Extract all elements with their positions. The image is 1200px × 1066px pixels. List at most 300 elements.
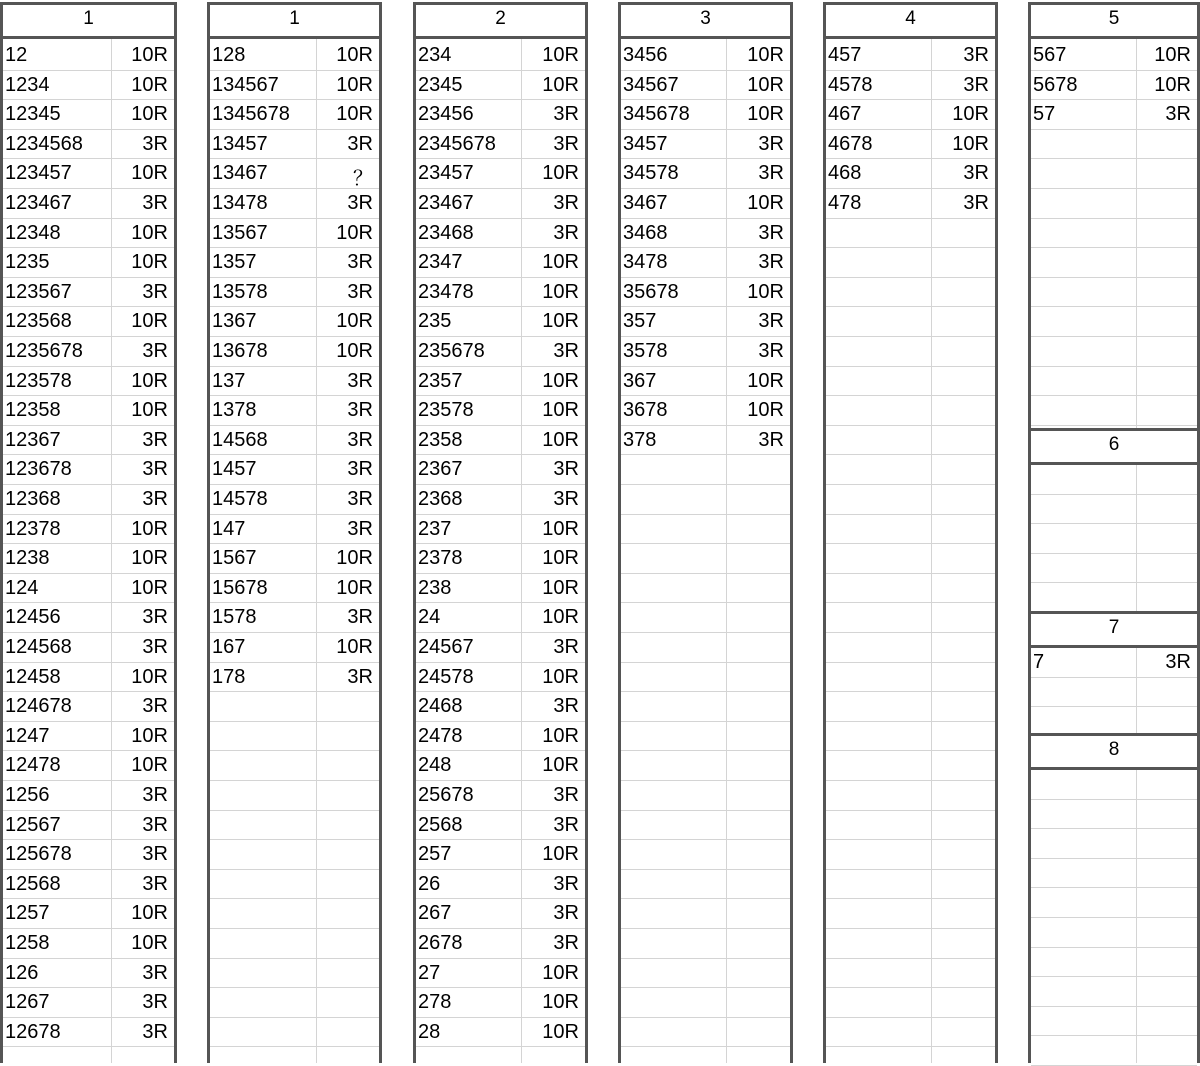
result-cell: 10R bbox=[336, 547, 373, 570]
combination-cell: 4578 bbox=[828, 73, 873, 96]
table-row bbox=[3, 485, 174, 515]
result-cell: 3R bbox=[347, 192, 373, 214]
result-cell: 10R bbox=[336, 636, 373, 658]
table-row bbox=[621, 485, 790, 515]
combination-cell: 12348 bbox=[5, 221, 61, 244]
table-row bbox=[1031, 859, 1197, 889]
table-row bbox=[621, 811, 790, 841]
column-panel-2 bbox=[207, 2, 382, 1063]
combination-cell: 178 bbox=[212, 665, 246, 688]
result-cell: 3R bbox=[142, 961, 168, 984]
table-row bbox=[210, 574, 379, 604]
combination-cell: 2378 bbox=[418, 547, 463, 570]
table-row bbox=[210, 396, 379, 426]
table-row bbox=[621, 840, 790, 870]
result-cell: 10R bbox=[542, 428, 579, 451]
combination-cell: 12456 bbox=[5, 606, 61, 629]
combination-cell: 238 bbox=[418, 576, 452, 599]
result-cell: 10R bbox=[336, 576, 373, 599]
combination-cell: 1235 bbox=[5, 251, 50, 274]
table-row bbox=[826, 248, 995, 278]
table-row bbox=[621, 663, 790, 693]
result-cell: 10R bbox=[542, 162, 579, 185]
table-row bbox=[416, 337, 585, 367]
table-row bbox=[1031, 888, 1197, 918]
table-row bbox=[416, 71, 585, 101]
result-cell: 10R bbox=[131, 576, 168, 599]
table-row bbox=[3, 781, 174, 811]
result-cell: 3R bbox=[142, 280, 168, 303]
table-row bbox=[416, 189, 585, 219]
table-row bbox=[1031, 770, 1197, 800]
table-row bbox=[826, 899, 995, 929]
table-row bbox=[3, 71, 174, 101]
result-cell: 10R bbox=[131, 44, 168, 66]
combination-cell: 567 bbox=[1033, 44, 1067, 66]
combination-cell: 23467 bbox=[418, 192, 474, 214]
combination-cell: 25678 bbox=[418, 784, 474, 806]
result-cell: 3R bbox=[553, 784, 579, 806]
table-row bbox=[416, 367, 585, 397]
combination-cell: 14578 bbox=[212, 488, 268, 510]
table-row bbox=[3, 603, 174, 633]
combination-cell: 24578 bbox=[418, 665, 474, 688]
table-row bbox=[3, 130, 174, 160]
table-row bbox=[826, 278, 995, 308]
result-cell: 10R bbox=[542, 517, 579, 540]
result-cell: 3R bbox=[347, 517, 373, 540]
table-row bbox=[826, 337, 995, 367]
combination-cell: 1234 bbox=[5, 73, 50, 96]
table-row bbox=[621, 367, 790, 397]
table-row bbox=[3, 367, 174, 397]
table-row bbox=[210, 781, 379, 811]
table-row bbox=[1031, 1036, 1197, 1066]
combination-cell: 457 bbox=[828, 44, 862, 66]
combination-cell: 123567 bbox=[5, 280, 72, 303]
table-row bbox=[621, 692, 790, 722]
table-row bbox=[621, 307, 790, 337]
column-panel-1 bbox=[0, 2, 177, 1063]
table-row bbox=[3, 219, 174, 249]
combination-cell: 1258 bbox=[5, 932, 50, 954]
table-row bbox=[416, 722, 585, 752]
table-row bbox=[416, 396, 585, 426]
combination-cell: 2568 bbox=[418, 813, 463, 836]
combination-cell: 12567 bbox=[5, 813, 61, 836]
result-cell: 3R bbox=[553, 813, 579, 836]
combination-cell: 3478 bbox=[623, 251, 668, 274]
combination-cell: 7 bbox=[1033, 651, 1045, 673]
result-cell: 10R bbox=[747, 280, 784, 303]
combination-cell: 234 bbox=[418, 44, 452, 66]
result-cell: 3R bbox=[758, 251, 784, 274]
result-cell: 10R bbox=[336, 44, 373, 66]
section-header: 6 bbox=[1031, 428, 1197, 465]
table-row bbox=[3, 811, 174, 841]
table-row bbox=[210, 41, 379, 71]
combination-cell: 12 bbox=[5, 44, 28, 66]
table-row bbox=[3, 100, 174, 130]
combination-cell: 2368 bbox=[418, 488, 463, 510]
combination-cell: 1267 bbox=[5, 991, 50, 1014]
combination-cell: 28 bbox=[418, 1020, 441, 1043]
table-row bbox=[826, 396, 995, 426]
table-row bbox=[826, 71, 995, 101]
combination-cell: 2358 bbox=[418, 428, 463, 451]
table-row bbox=[210, 722, 379, 752]
table-row bbox=[3, 899, 174, 929]
result-cell: 10R bbox=[542, 606, 579, 629]
column-panel-5 bbox=[823, 2, 998, 1063]
table-row bbox=[210, 692, 379, 722]
table-row bbox=[3, 426, 174, 456]
table-row bbox=[621, 722, 790, 752]
table-row bbox=[826, 219, 995, 249]
combination-cell: 13567 bbox=[212, 221, 268, 244]
table-row bbox=[210, 959, 379, 989]
combination-cell: 3678 bbox=[623, 399, 668, 422]
combination-cell: 235678 bbox=[418, 340, 485, 362]
combination-cell: 13578 bbox=[212, 280, 268, 303]
table-row bbox=[826, 159, 995, 189]
table-row bbox=[416, 811, 585, 841]
table-row bbox=[210, 929, 379, 959]
combination-cell: 2347 bbox=[418, 251, 463, 274]
result-cell: 10R bbox=[542, 1020, 579, 1043]
combination-cell: 3457 bbox=[623, 132, 668, 155]
result-cell: 10R bbox=[1154, 73, 1191, 96]
combination-cell: 1247 bbox=[5, 724, 50, 747]
table-row bbox=[826, 307, 995, 337]
combination-cell: 13467 bbox=[212, 162, 268, 185]
result-cell: 3R bbox=[142, 695, 168, 718]
combination-cell: 15678 bbox=[212, 576, 268, 599]
result-cell: 3R bbox=[347, 369, 373, 392]
table-row bbox=[826, 781, 995, 811]
combination-cell: 2367 bbox=[418, 458, 463, 481]
column-panel-3 bbox=[413, 2, 588, 1063]
table-row bbox=[1031, 189, 1197, 219]
combination-cell: 123578 bbox=[5, 369, 72, 392]
combination-cell: 2678 bbox=[418, 932, 463, 954]
table-row bbox=[621, 633, 790, 663]
table-row bbox=[210, 870, 379, 900]
table-row bbox=[416, 219, 585, 249]
table-row bbox=[416, 1018, 585, 1048]
result-cell: 10R bbox=[131, 310, 168, 333]
result-cell: 3R bbox=[758, 310, 784, 333]
result-cell: 10R bbox=[542, 399, 579, 422]
combination-cell: 23456 bbox=[418, 103, 474, 126]
combination-cell: 34567 bbox=[623, 73, 679, 96]
table-row bbox=[1031, 130, 1197, 160]
table-row bbox=[210, 248, 379, 278]
combination-cell: 1367 bbox=[212, 310, 257, 333]
combination-cell: 13457 bbox=[212, 132, 268, 155]
table-row bbox=[621, 71, 790, 101]
result-cell: 3R bbox=[347, 488, 373, 510]
table-row bbox=[1031, 396, 1197, 426]
result-cell: 3R bbox=[553, 221, 579, 244]
table-row bbox=[210, 899, 379, 929]
result-cell: 10R bbox=[131, 369, 168, 392]
result-cell: 3R bbox=[142, 1020, 168, 1043]
combination-cell: 124678 bbox=[5, 695, 72, 718]
table-row bbox=[826, 1018, 995, 1048]
result-cell: 3R bbox=[142, 340, 168, 362]
table-row bbox=[621, 189, 790, 219]
table-row bbox=[826, 100, 995, 130]
combination-cell: 12458 bbox=[5, 665, 61, 688]
table-row bbox=[416, 603, 585, 633]
combination-cell: 2468 bbox=[418, 695, 463, 718]
result-cell: 10R bbox=[131, 547, 168, 570]
table-row bbox=[621, 603, 790, 633]
result-cell: 3R bbox=[142, 192, 168, 214]
result-cell: 10R bbox=[131, 73, 168, 96]
table-row bbox=[1031, 41, 1197, 71]
result-cell: 3R bbox=[347, 665, 373, 688]
combination-cell: 378 bbox=[623, 428, 657, 451]
table-row bbox=[1031, 100, 1197, 130]
table-row bbox=[1031, 71, 1197, 101]
combination-cell: 13678 bbox=[212, 340, 268, 362]
table-row bbox=[1031, 800, 1197, 830]
result-cell: 3R bbox=[142, 991, 168, 1014]
combination-cell: 478 bbox=[828, 192, 862, 214]
result-cell: 3R bbox=[347, 606, 373, 629]
result-cell: 3R bbox=[347, 458, 373, 481]
combination-cell: 137 bbox=[212, 369, 246, 392]
table-row bbox=[416, 485, 585, 515]
combination-cell: 1357 bbox=[212, 251, 257, 274]
result-cell: 3R bbox=[553, 488, 579, 510]
combination-cell: 26 bbox=[418, 872, 441, 895]
result-cell: 10R bbox=[542, 310, 579, 333]
result-cell: 3R bbox=[347, 399, 373, 422]
combination-cell: 2357 bbox=[418, 369, 463, 392]
combination-cell: 167 bbox=[212, 636, 246, 658]
result-cell: ？ bbox=[353, 168, 373, 191]
combination-cell: 147 bbox=[212, 517, 246, 540]
result-cell: 3R bbox=[553, 192, 579, 214]
table-row bbox=[416, 988, 585, 1018]
table-row bbox=[621, 929, 790, 959]
table-row bbox=[3, 959, 174, 989]
combination-cell: 14568 bbox=[212, 428, 268, 451]
result-cell: 3R bbox=[142, 488, 168, 510]
table-row bbox=[1031, 495, 1197, 525]
result-cell: 10R bbox=[747, 192, 784, 214]
combination-cell: 23457 bbox=[418, 162, 474, 185]
table-row bbox=[621, 41, 790, 71]
table-row bbox=[826, 663, 995, 693]
section-header: 8 bbox=[1031, 733, 1197, 770]
table-row bbox=[3, 189, 174, 219]
combination-cell: 12478 bbox=[5, 754, 61, 777]
table-row bbox=[826, 692, 995, 722]
table-row bbox=[416, 574, 585, 604]
combination-cell: 237 bbox=[418, 517, 452, 540]
combination-cell: 124 bbox=[5, 576, 39, 599]
table-row bbox=[621, 130, 790, 160]
result-cell: 3R bbox=[347, 280, 373, 303]
table-row bbox=[621, 248, 790, 278]
table-row bbox=[621, 781, 790, 811]
combination-cell: 278 bbox=[418, 991, 452, 1014]
column-panel-6 bbox=[1028, 2, 1200, 1063]
result-cell: 10R bbox=[542, 991, 579, 1014]
result-cell: 3R bbox=[553, 103, 579, 126]
table-row bbox=[1031, 678, 1197, 708]
table-row bbox=[826, 455, 995, 485]
table-row bbox=[3, 248, 174, 278]
result-cell: 3R bbox=[553, 340, 579, 362]
table-row bbox=[416, 426, 585, 456]
table-row bbox=[621, 1018, 790, 1048]
combination-cell: 1256 bbox=[5, 784, 50, 806]
table-row bbox=[416, 663, 585, 693]
combination-cell: 467 bbox=[828, 103, 862, 126]
table-row bbox=[826, 633, 995, 663]
table-row bbox=[3, 574, 174, 604]
result-cell: 10R bbox=[542, 280, 579, 303]
table-row bbox=[210, 426, 379, 456]
result-cell: 3R bbox=[758, 221, 784, 244]
combination-cell: 27 bbox=[418, 961, 441, 984]
table-row bbox=[826, 603, 995, 633]
table-row bbox=[210, 337, 379, 367]
table-row bbox=[416, 633, 585, 663]
table-row bbox=[210, 811, 379, 841]
table-row bbox=[621, 396, 790, 426]
table-row bbox=[826, 811, 995, 841]
result-cell: 10R bbox=[336, 310, 373, 333]
table-row bbox=[416, 307, 585, 337]
result-cell: 10R bbox=[542, 576, 579, 599]
result-cell: 3R bbox=[1165, 651, 1191, 673]
result-cell: 10R bbox=[542, 843, 579, 866]
table-row bbox=[3, 307, 174, 337]
combination-cell: 123568 bbox=[5, 310, 72, 333]
result-cell: 10R bbox=[747, 369, 784, 392]
table-row bbox=[1031, 307, 1197, 337]
table-row bbox=[210, 544, 379, 574]
combination-cell: 367 bbox=[623, 369, 657, 392]
combination-cell: 24 bbox=[418, 606, 441, 629]
table-row bbox=[210, 603, 379, 633]
table-row bbox=[826, 426, 995, 456]
result-cell: 3R bbox=[142, 636, 168, 658]
table-row bbox=[3, 278, 174, 308]
result-cell: 3R bbox=[142, 132, 168, 155]
result-cell: 3R bbox=[1165, 103, 1191, 126]
table-row bbox=[3, 633, 174, 663]
column-header: 1 bbox=[3, 5, 174, 39]
result-cell: 10R bbox=[131, 932, 168, 954]
table-row bbox=[210, 633, 379, 663]
combination-cell: 3456 bbox=[623, 44, 668, 66]
table-row bbox=[826, 929, 995, 959]
combination-cell: 3468 bbox=[623, 221, 668, 244]
result-cell: 10R bbox=[542, 724, 579, 747]
combination-cell: 128 bbox=[212, 44, 246, 66]
table-row bbox=[826, 988, 995, 1018]
result-cell: 10R bbox=[1154, 44, 1191, 66]
combination-cell: 24567 bbox=[418, 636, 474, 658]
table-row bbox=[3, 870, 174, 900]
combination-cell: 357 bbox=[623, 310, 657, 333]
combination-cell: 57 bbox=[1033, 103, 1056, 126]
combination-cell: 12368 bbox=[5, 488, 61, 510]
table-row bbox=[3, 544, 174, 574]
result-cell: 3R bbox=[142, 428, 168, 451]
table-row bbox=[826, 544, 995, 574]
result-cell: 10R bbox=[952, 103, 989, 126]
result-cell: 3R bbox=[758, 162, 784, 185]
table-row bbox=[416, 959, 585, 989]
combination-cell: 345678 bbox=[623, 103, 690, 126]
combination-cell: 126 bbox=[5, 961, 39, 984]
result-cell: 3R bbox=[963, 192, 989, 214]
combination-cell: 12568 bbox=[5, 872, 61, 895]
table-row bbox=[826, 485, 995, 515]
combination-cell: 235 bbox=[418, 310, 452, 333]
table-row bbox=[826, 722, 995, 752]
table-row bbox=[826, 189, 995, 219]
result-cell: 3R bbox=[553, 695, 579, 718]
result-cell: 3R bbox=[142, 606, 168, 629]
table-row bbox=[210, 307, 379, 337]
result-cell: 10R bbox=[131, 517, 168, 540]
result-cell: 10R bbox=[542, 73, 579, 96]
result-cell: 10R bbox=[542, 251, 579, 274]
combination-cell: 12378 bbox=[5, 517, 61, 540]
table-row bbox=[1031, 159, 1197, 189]
result-cell: 3R bbox=[142, 784, 168, 806]
section-header: 7 bbox=[1031, 611, 1197, 648]
combination-cell: 125678 bbox=[5, 843, 72, 866]
table-row bbox=[416, 544, 585, 574]
table-row bbox=[210, 988, 379, 1018]
table-row bbox=[1031, 554, 1197, 584]
table-row bbox=[621, 100, 790, 130]
combination-cell: 12358 bbox=[5, 399, 61, 422]
combination-cell: 1345678 bbox=[212, 103, 290, 126]
column-header: 2 bbox=[416, 5, 585, 39]
table-row bbox=[416, 870, 585, 900]
combination-cell: 4678 bbox=[828, 132, 873, 155]
table-row bbox=[416, 130, 585, 160]
table-row bbox=[210, 663, 379, 693]
result-cell: 3R bbox=[553, 932, 579, 954]
table-row bbox=[416, 899, 585, 929]
result-cell: 3R bbox=[963, 162, 989, 185]
column-header: 3 bbox=[621, 5, 790, 39]
table-row bbox=[621, 219, 790, 249]
table-row bbox=[621, 455, 790, 485]
result-cell: 10R bbox=[336, 103, 373, 126]
result-cell: 3R bbox=[142, 458, 168, 481]
table-row bbox=[210, 278, 379, 308]
result-cell: 10R bbox=[336, 340, 373, 362]
combination-cell: 13478 bbox=[212, 192, 268, 214]
result-cell: 10R bbox=[542, 547, 579, 570]
table-row bbox=[210, 455, 379, 485]
result-cell: 3R bbox=[963, 44, 989, 66]
combination-cell: 3578 bbox=[623, 340, 668, 362]
